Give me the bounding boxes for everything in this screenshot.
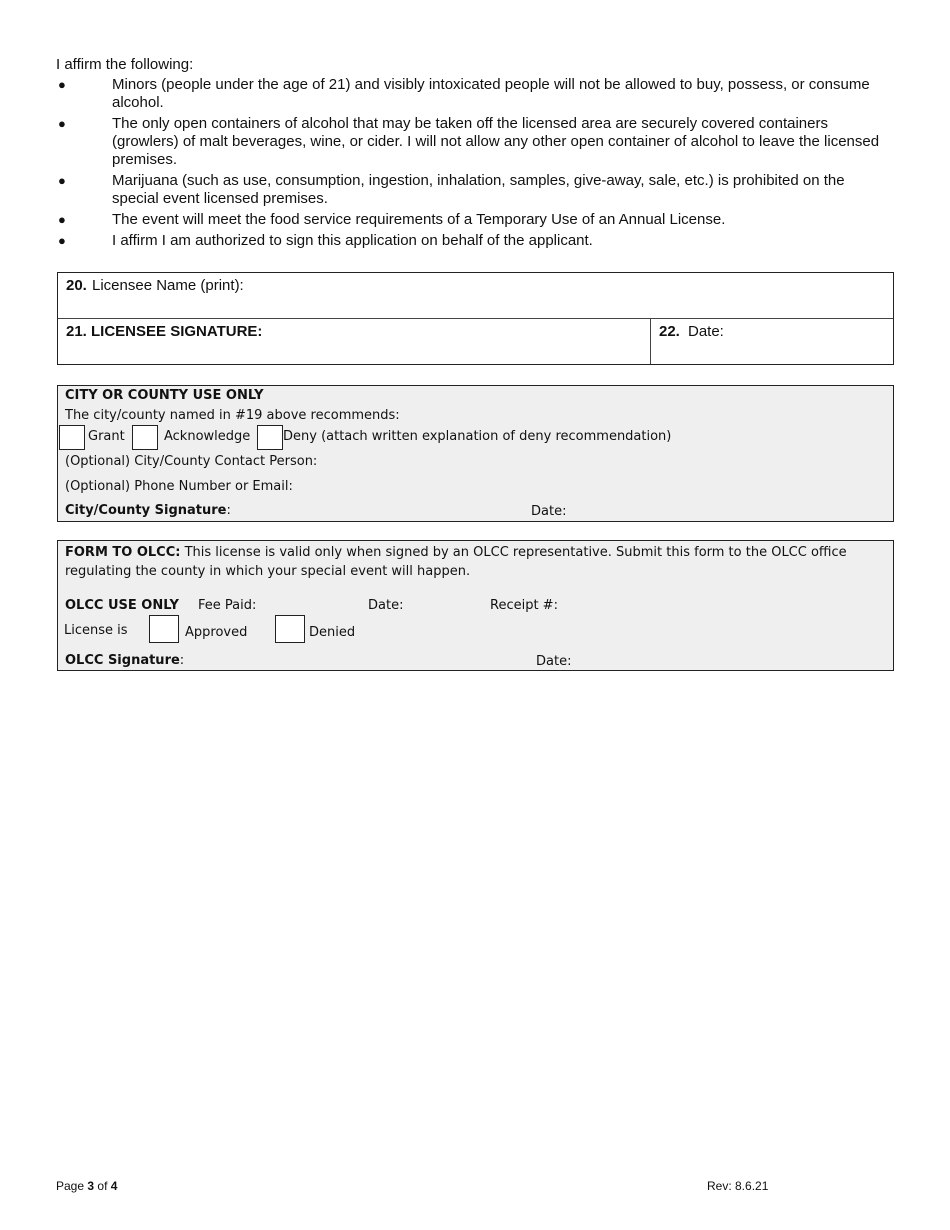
grant-checkbox[interactable] — [59, 425, 85, 450]
page-prefix: Page — [56, 1179, 85, 1193]
licensee-box — [57, 272, 894, 365]
city-county-date-label: Date: — [531, 504, 567, 519]
affirm-item-text: Marijuana (such as use, consumption, ingestion, inhalation, samples, give-away, sale, etc.) is prohibited on the special event licensed premises. — [112, 172, 845, 207]
olcc-signature-date-label: Date: — [536, 654, 572, 669]
affirm-item-text: The only open containers of alcohol that may be taken off the licensed area are securely covered containers (growlers) of malt beverages, wine, or cider. I will not allow any other open container of alcohol to leave the licensed premises. — [112, 115, 880, 168]
acknowledge-label: Acknowledge — [164, 429, 251, 444]
licensee-date-number: 22. — [659, 323, 680, 340]
deny-label: Deny (attach written explanation of deny recommendation) — [283, 429, 672, 444]
license-is-label: License is — [64, 623, 128, 638]
grant-label: Grant — [88, 429, 125, 444]
form-to-olcc-text: This license is valid only when signed by an OLCC representative. Submit this form to the OLCC office regulating the county in which your special event will happen. — [65, 545, 847, 579]
licensee-date-label: Date: — [688, 323, 724, 340]
signature-colon: : — [179, 653, 185, 668]
list-item — [56, 232, 886, 250]
city-county-recommends: The city/county named in #19 above recommends: — [65, 408, 400, 423]
affirm-list — [56, 76, 886, 253]
list-item — [56, 211, 886, 229]
list-item — [56, 115, 886, 169]
olcc-section — [57, 540, 894, 671]
signature-colon: : — [226, 503, 231, 518]
olcc-signature-label: OLCC Signature — [65, 653, 180, 668]
contact-person-label: (Optional) City/County Contact Person: — [65, 454, 318, 469]
licensee-name-label: Licensee Name (print): — [92, 277, 244, 294]
city-county-signature-field[interactable] — [65, 503, 231, 518]
list-item — [56, 76, 886, 112]
receipt-label: Receipt #: — [490, 598, 558, 613]
form-to-olcc-label: FORM TO OLCC: — [65, 545, 181, 560]
form-to-olcc-note — [65, 543, 885, 581]
bullet-icon: ● — [58, 116, 66, 131]
bullet-icon: ● — [58, 173, 66, 188]
bullet-icon: ● — [58, 77, 66, 92]
licensee-name-field[interactable] — [58, 273, 893, 319]
page-current: 3 — [87, 1179, 95, 1193]
page-number — [56, 1179, 117, 1193]
deny-checkbox[interactable] — [257, 425, 283, 450]
licensee-signature-row — [58, 319, 893, 364]
licensee-date-field[interactable] — [650, 319, 893, 364]
bullet-icon: ● — [58, 212, 66, 227]
revision-label: Rev: 8.6.21 — [707, 1179, 769, 1193]
acknowledge-checkbox[interactable] — [132, 425, 158, 450]
city-county-signature-label: City/County Signature — [65, 503, 227, 518]
city-county-section — [57, 385, 894, 522]
olcc-use-only-heading: OLCC USE ONLY — [65, 598, 179, 613]
bullet-icon: ● — [58, 233, 66, 248]
licensee-signature-field[interactable] — [58, 319, 648, 364]
fee-paid-label: Fee Paid: — [198, 598, 257, 613]
list-item — [56, 172, 886, 208]
approved-label: Approved — [185, 625, 248, 640]
licensee-name-number: 20. — [66, 277, 87, 294]
city-county-heading: CITY OR COUNTY USE ONLY — [65, 388, 264, 403]
olcc-date-label: Date: — [368, 598, 404, 613]
phone-email-label: (Optional) Phone Number or Email: — [65, 479, 293, 494]
approved-checkbox[interactable] — [149, 615, 179, 643]
licensee-signature-label: 21. LICENSEE SIGNATURE: — [66, 323, 263, 340]
affirm-item-text: I affirm I am authorized to sign this application on behalf of the applicant. — [112, 232, 593, 249]
affirm-intro: I affirm the following: — [56, 56, 194, 73]
affirm-item-text: The event will meet the food service requirements of a Temporary Use of an Annual License. — [112, 211, 726, 228]
denied-label: Denied — [309, 625, 356, 640]
olcc-signature-field[interactable] — [65, 653, 184, 668]
denied-checkbox[interactable] — [275, 615, 305, 643]
page-of: of — [97, 1179, 108, 1193]
page-total: 4 — [110, 1179, 118, 1193]
affirm-item-text: Minors (people under the age of 21) and visibly intoxicated people will not be allowed to buy, possess, or consume alcohol. — [112, 76, 870, 111]
